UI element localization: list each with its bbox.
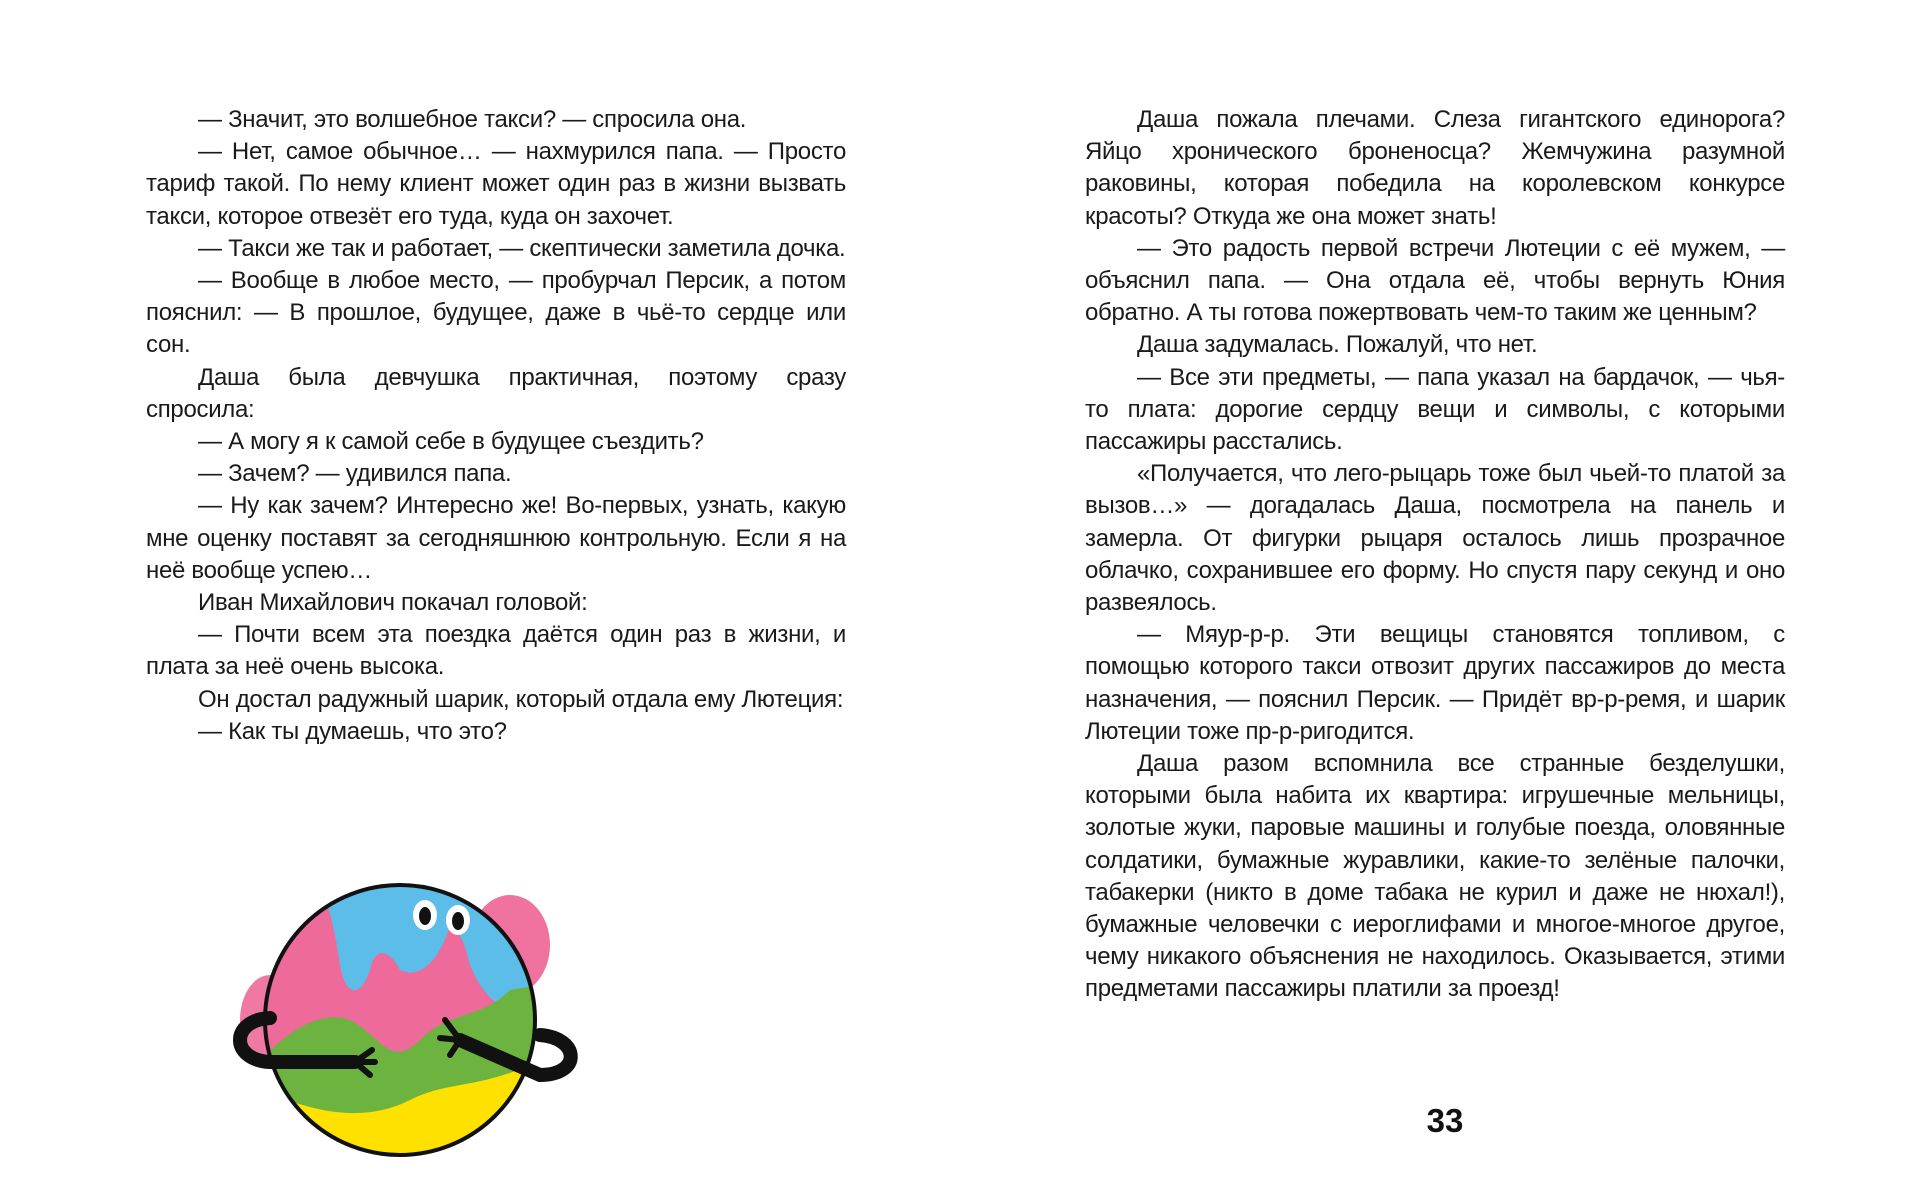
paragraph: — Такси же так и работает, — скептически заметила дочка. <box>198 234 846 262</box>
left-text-column <box>146 104 846 748</box>
paragraph: Даша разом вспомнила все странные безделушки, которыми была набита их квартира: игрушечные мельницы, золотые жуки, паровые машины и голубые поезда, оловянные солдатики, бумажные журавлики, какие-то зелёные палочки, табакерки (никто в доме табака не курил и даже не нюхал!), бумажные человечки с иероглифами и многое-многое другое, чему никакого объяснения не находилось. Оказывается, этими предметами пассажиры платили за проезд! <box>1085 750 1785 1003</box>
paragraph: — Все эти предметы, — папа указал на бардачок, — чья-то плата: дорогие сердцу вещи и символы, с которыми пассажиры расстались. <box>1085 363 1785 456</box>
paragraph: Даша пожала плечами. Слеза гигантского единорога? Яйцо хронического броненосца? Жемчужина разумной раковины, которая победила на королевском конкурсе красоты? Откуда же она может знать! <box>1085 106 1785 230</box>
paragraph: Даша задумалась. Пожалуй, что нет. <box>1137 331 1538 359</box>
paragraph: — Вообще в любое место, — пробурчал Персик, а потом пояснил: — В прошлое, будущее, даже в чьё-то сердце или сон. <box>146 267 846 359</box>
paragraph: Он достал радужный шарик, который отдала ему Лютеция: <box>198 685 844 713</box>
right-page <box>960 0 1920 1194</box>
paragraph: — Зачем? — удивился папа. <box>198 460 512 488</box>
page-number: 33 <box>1426 1102 1464 1139</box>
right-text-column <box>1085 104 1785 1006</box>
paragraph: — Мяур-р-р. Эти вещицы становятся топливом, с помощью которого такси отвозит других пассажиров до места назначения, — пояснил Персик. — Придёт вр-р-ремя, и шарик Лютеции тоже пр-р-ригодится. <box>1085 621 1785 745</box>
paragraph: Даша была девчушка практичная, поэтому сразу спросила: <box>146 363 846 423</box>
paragraph: Иван Михайлович покачал головой: <box>198 589 588 617</box>
paragraph: — Почти всем эта поездка даётся один раз в жизни, и плата за неё очень высока. <box>146 621 846 681</box>
rainbow-ball-illustration <box>120 870 600 1170</box>
paragraph: — Нет, самое обычное… — нахмурился папа. — Просто тариф такой. По нему клиент может один раз в жизни вызвать такси, которое отвезёт его туда, куда он захочет. <box>146 138 846 230</box>
paragraph: — Ну как зачем? Интересно же! Во-первых, узнать, какую мне оценку поставят за сегодняшнюю контрольную. Если я на неё вообще успею… <box>146 492 846 584</box>
paragraph: «Получается, что лего-рыцарь тоже был чьей-то платой за вызов…» — догадалась Даша, посмотрела на панель и замерла. От фигурки рыцаря осталось лишь прозрачное облачко, сохранившее его форму. Но спустя пару секунд и оно развеялось. <box>1085 460 1785 617</box>
paragraph: — Значит, это волшебное такси? — спросила она. <box>198 106 747 133</box>
paragraph: — А могу я к самой себе в будущее съездить? <box>198 428 704 456</box>
paragraph: — Это радость первой встречи Лютеции с её мужем, — объяснил папа. — Она отдала её, чтобы вернуть Юния обратно. А ты готова пожертвовать чем-то таким же ценным? <box>1085 234 1785 327</box>
paragraph: — Как ты думаешь, что это? <box>198 717 507 745</box>
